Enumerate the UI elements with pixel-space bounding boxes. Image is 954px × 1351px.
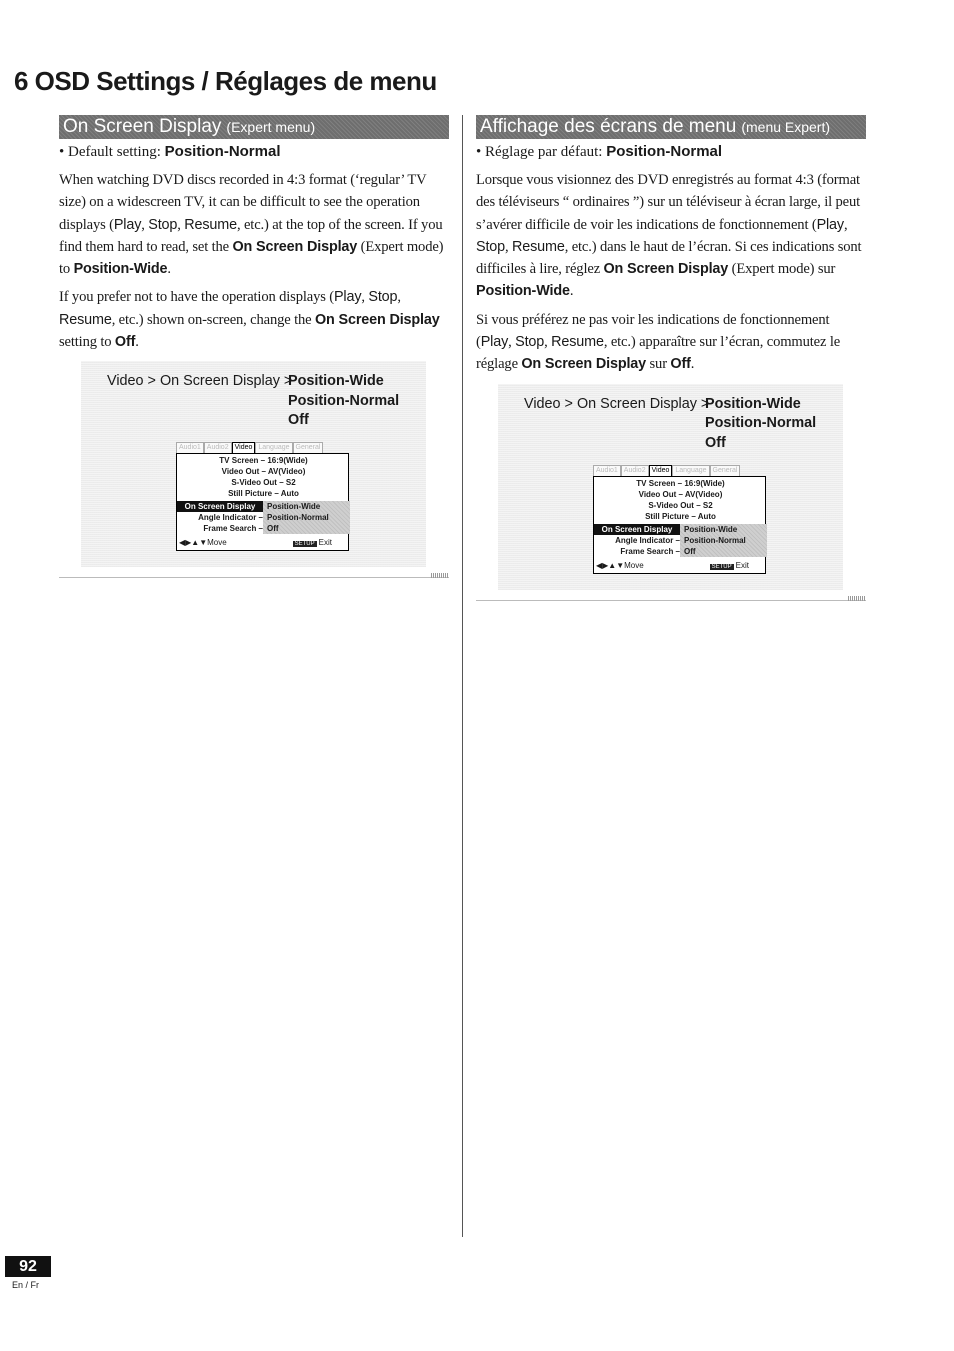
osd-row: TV Screen – 16:9(Wide) xyxy=(219,456,308,466)
osd-menu xyxy=(176,453,349,551)
default-value: Position-Normal xyxy=(606,143,723,160)
tab-language: Language xyxy=(255,442,292,453)
tab-audio1: Audio1 xyxy=(176,442,204,453)
menu-path: Video > On Screen Display > xyxy=(107,373,293,390)
osd-row: Angle Indicator – xyxy=(198,513,263,523)
osd-footer xyxy=(179,538,346,549)
menu-options xyxy=(288,372,399,431)
arrow-keys-icon: ◀▶▲▼ xyxy=(179,538,208,548)
osd-choices xyxy=(263,501,350,534)
tab-audio2: Audio2 xyxy=(204,442,232,453)
default-setting xyxy=(476,143,866,161)
paragraph-2: Si vous préférez ne pas voir les indications de fonctionnement (Play, Stop, Resume, etc.) apparaître sur l’écran, commutez le réglage On Screen Display sur Off. xyxy=(476,311,841,373)
osd-footer xyxy=(596,561,763,572)
osd-row: S-Video Out – S2 xyxy=(231,478,296,488)
osd-menu xyxy=(593,476,766,574)
banner-subtitle: (menu Expert) xyxy=(741,119,831,135)
osd-highlight-label: On Screen Display xyxy=(601,524,673,534)
setup-key-icon: SETUP xyxy=(711,563,732,570)
osd-row: TV Screen – 16:9(Wide) xyxy=(636,478,725,488)
tab-audio1: Audio1 xyxy=(593,465,621,476)
banner-title: On Screen Display xyxy=(63,116,222,137)
section-banner xyxy=(59,115,449,139)
osd-row: Frame Search – xyxy=(620,546,680,556)
osd-figure xyxy=(81,361,426,567)
column-divider xyxy=(462,115,463,1237)
exit-hint: SETUP Exit xyxy=(711,560,749,570)
english-column xyxy=(59,115,449,578)
page-number: 92 xyxy=(5,1256,51,1277)
option-position-normal: Position-Normal xyxy=(288,392,400,409)
tab-general: General xyxy=(710,465,741,476)
menu-path: Video > On Screen Display > xyxy=(524,395,710,412)
section-banner xyxy=(476,115,866,139)
osd-screen xyxy=(593,465,766,574)
osd-figure xyxy=(498,384,843,590)
osd-choice: Position-Wide xyxy=(684,524,738,534)
section-rule xyxy=(476,600,866,601)
option-off: Off xyxy=(288,412,309,429)
osd-row: S-Video Out – S2 xyxy=(648,500,713,510)
option-off: Off xyxy=(705,434,726,451)
setup-key-icon: SETUP xyxy=(294,541,315,548)
osd-choice: Off xyxy=(684,546,696,556)
osd-choice: Position-Normal xyxy=(267,513,329,523)
osd-row: Still Picture – Auto xyxy=(645,511,716,521)
osd-tabs xyxy=(593,465,766,476)
exit-hint: SETUP Exit xyxy=(294,538,332,548)
page-language: En / Fr xyxy=(12,1280,40,1290)
move-hint: ◀▶▲▼Move xyxy=(179,538,227,548)
section-rule xyxy=(59,577,449,578)
arrow-keys-icon: ◀▶▲▼ xyxy=(596,560,625,570)
osd-row: Angle Indicator – xyxy=(615,535,680,545)
osd-screen xyxy=(176,442,349,551)
osd-choice: Position-Wide xyxy=(267,502,321,512)
default-setting xyxy=(59,143,449,161)
tab-language: Language xyxy=(672,465,709,476)
tab-video: Video xyxy=(649,465,673,476)
page-title: 6 OSD Settings / Réglages de menu xyxy=(14,66,437,96)
option-position-normal: Position-Normal xyxy=(705,415,817,432)
paragraph-1: When watching DVD discs recorded in 4:3 format (‘regular’ TV size) on a widescreen TV, it can be difficult to see the operation displays (Play, Stop, Resume, etc.) at the top of the screen. If you find them hard to read, set the On Screen Display (Expert mode) to Position-Wide. xyxy=(59,172,444,278)
default-value: Position-Normal xyxy=(164,143,281,160)
osd-choices xyxy=(680,524,767,557)
menu-options xyxy=(705,395,816,454)
banner-subtitle: (Expert menu) xyxy=(226,119,316,135)
osd-choice: Off xyxy=(267,524,279,534)
tab-general: General xyxy=(293,442,324,453)
osd-highlight-label: On Screen Display xyxy=(184,502,256,512)
move-hint: ◀▶▲▼Move xyxy=(596,560,644,570)
osd-tabs xyxy=(176,442,349,453)
default-label: • Réglage par défaut: xyxy=(476,144,603,160)
osd-row: Video Out – AV(Video) xyxy=(638,489,723,499)
tab-audio2: Audio2 xyxy=(621,465,649,476)
option-position-wide: Position-Wide xyxy=(288,373,384,390)
banner-title: Affichage des écrans de menu xyxy=(480,116,737,137)
osd-row: Still Picture – Auto xyxy=(228,489,299,499)
paragraph-2: If you prefer not to have the operation displays (Play, Stop, Resume, etc.) shown on-screen, change the On Screen Display setting to Off. xyxy=(59,289,440,351)
default-label: • Default setting: xyxy=(59,144,161,160)
french-column xyxy=(476,115,866,601)
tab-video: Video xyxy=(232,442,256,453)
osd-row: Frame Search – xyxy=(203,524,263,534)
option-position-wide: Position-Wide xyxy=(705,395,801,412)
osd-choice: Position-Normal xyxy=(684,535,746,545)
paragraph-1: Lorsque vous visionnez des DVD enregistrés au format 4:3 (format des téléviseurs “ ordinaires ”) sur un téléviseur à écran large, il peut s’avérer difficile de voir les indications de fonctionnement (Play, Stop, Resume, etc.) dans le haut de l’écran. Si ces indications sont difficiles à lire, réglez On Screen Display (Expert mode) sur Position-Wide. xyxy=(476,172,862,300)
osd-row: Video Out – AV(Video) xyxy=(221,467,306,477)
